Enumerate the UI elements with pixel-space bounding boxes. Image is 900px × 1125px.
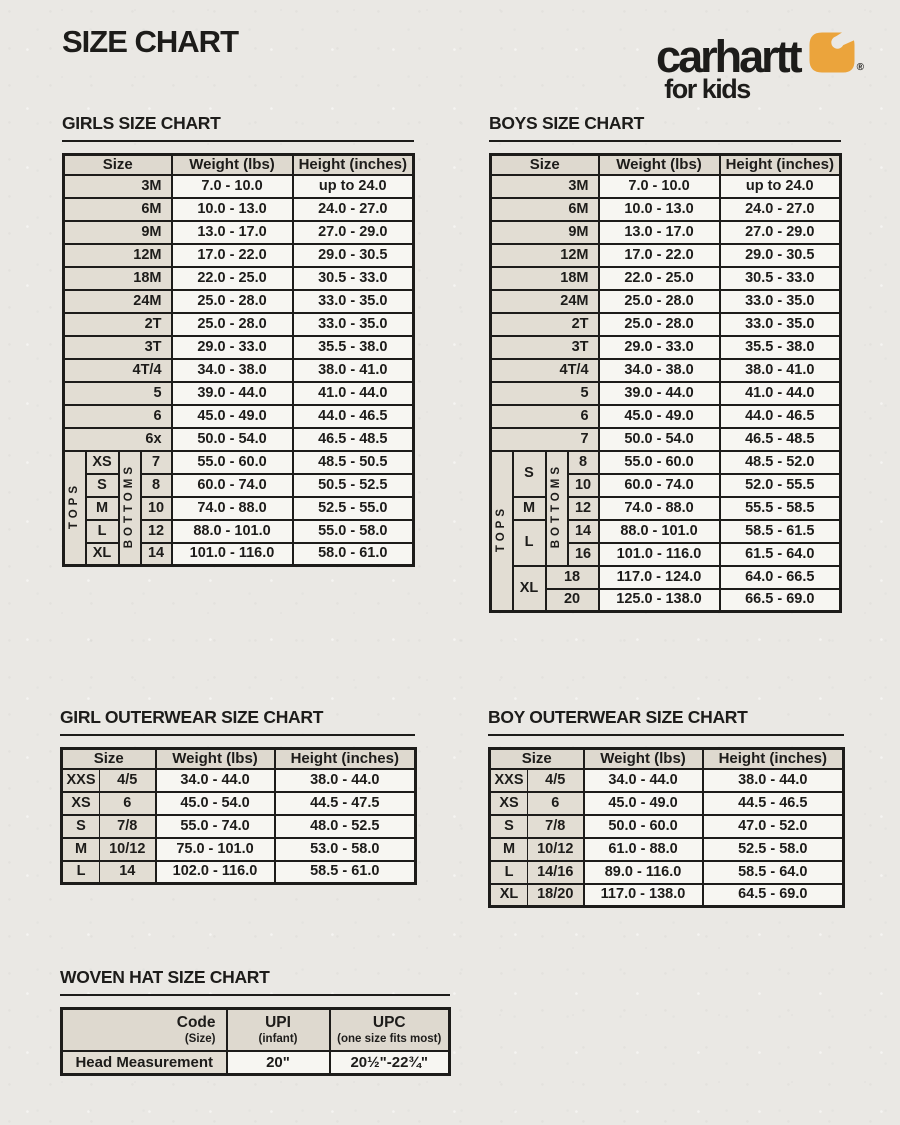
weight-cell: 29.0 - 33.0	[599, 336, 720, 359]
size-cell: 12M	[64, 244, 172, 267]
hat-column-header	[330, 1009, 450, 1051]
number-size-cell: 14	[100, 861, 156, 884]
table-row	[62, 815, 416, 838]
letter-size-cell: XL	[86, 543, 119, 566]
table-row	[64, 474, 414, 497]
weight-cell: 45.0 - 49.0	[599, 405, 720, 428]
size-column-header: Size	[64, 155, 172, 175]
number-size-cell: 10/12	[528, 838, 584, 861]
weight-cell: 102.0 - 116.0	[156, 861, 275, 884]
weight-cell: 10.0 - 13.0	[599, 198, 720, 221]
size-cell: 12M	[491, 244, 599, 267]
size-column-header: Size	[62, 749, 156, 769]
height-cell: 27.0 - 29.0	[293, 221, 414, 244]
size-cell: 18M	[491, 267, 599, 290]
height-cell: 50.5 - 52.5	[293, 474, 414, 497]
table-row	[62, 769, 416, 792]
letter-size-cell: L	[513, 520, 546, 566]
size-cell: 9M	[491, 221, 599, 244]
table-row	[64, 543, 414, 566]
bottoms-label	[119, 451, 141, 566]
carhartt-logo	[608, 32, 864, 103]
size-cell: 6	[491, 405, 599, 428]
letter-size-cell: S	[513, 451, 546, 497]
boy-outerwear-table	[488, 747, 845, 908]
table-row	[490, 792, 844, 815]
size-cell: 7	[491, 428, 599, 451]
number-size-cell: 20	[546, 589, 599, 612]
table-row	[491, 290, 841, 313]
weight-cell: 60.0 - 74.0	[599, 474, 720, 497]
table-row	[64, 198, 414, 221]
size-column-header: Size	[490, 749, 584, 769]
letter-size-cell: S	[490, 815, 528, 838]
boy-outerwear-title: BOY OUTERWEAR SIZE CHART	[488, 708, 844, 736]
number-size-cell: 12	[141, 520, 172, 543]
number-size-cell: 14	[141, 543, 172, 566]
head-measurement-label: Head Measurement	[62, 1051, 227, 1075]
carhartt-logo-row	[608, 30, 864, 82]
hat-header-subtitle: (one size fits most)	[337, 1033, 442, 1046]
weight-cell: 17.0 - 22.0	[599, 244, 720, 267]
woven-hat-title: WOVEN HAT SIZE CHART	[60, 968, 450, 996]
weight-cell: 25.0 - 28.0	[172, 313, 293, 336]
table-row	[491, 497, 841, 520]
height-cell: 44.5 - 47.5	[275, 792, 416, 815]
height-cell: 58.5 - 61.0	[275, 861, 416, 884]
height-cell: 29.0 - 30.5	[720, 244, 841, 267]
height-column-header: Height (inches)	[293, 155, 414, 175]
boys-size-chart-section	[489, 114, 841, 613]
bottoms-label-text: BOTTOMS	[122, 463, 135, 549]
table-row	[64, 520, 414, 543]
table-row	[491, 198, 841, 221]
weight-column-header: Weight (lbs)	[156, 749, 275, 769]
table-row	[491, 313, 841, 336]
weight-cell: 60.0 - 74.0	[172, 474, 293, 497]
table-row	[491, 244, 841, 267]
size-cell: 3M	[491, 175, 599, 198]
height-cell: 30.5 - 33.0	[293, 267, 414, 290]
size-cell: 6M	[491, 198, 599, 221]
header-row	[64, 155, 414, 175]
table-row	[64, 359, 414, 382]
weight-cell: 117.0 - 124.0	[599, 566, 720, 589]
girls-size-chart-section	[62, 114, 414, 567]
table-row	[491, 382, 841, 405]
table-row	[64, 175, 414, 198]
girls-chart-title: GIRLS SIZE CHART	[62, 114, 414, 142]
table-row	[491, 336, 841, 359]
height-cell: 33.0 - 35.0	[720, 313, 841, 336]
table-row	[491, 405, 841, 428]
weight-cell: 10.0 - 13.0	[172, 198, 293, 221]
height-cell: 58.5 - 64.0	[703, 861, 844, 884]
weight-cell: 17.0 - 22.0	[172, 244, 293, 267]
number-size-cell: 8	[141, 474, 172, 497]
letter-size-cell: M	[513, 497, 546, 520]
hat-header-title: Code	[176, 1013, 216, 1031]
size-cell: 3T	[491, 336, 599, 359]
height-cell: 48.5 - 52.0	[720, 451, 841, 474]
height-cell: 55.0 - 58.0	[293, 520, 414, 543]
tops-label-text: TOPS	[495, 505, 507, 553]
weight-cell: 34.0 - 38.0	[172, 359, 293, 382]
height-cell: 41.0 - 44.0	[293, 382, 414, 405]
table-row	[491, 520, 841, 543]
weight-cell: 50.0 - 60.0	[584, 815, 703, 838]
weight-cell: 34.0 - 38.0	[599, 359, 720, 382]
table-row	[64, 428, 414, 451]
number-size-cell: 8	[568, 451, 599, 474]
weight-cell: 55.0 - 74.0	[156, 815, 275, 838]
weight-column-header: Weight (lbs)	[172, 155, 293, 175]
weight-cell: 25.0 - 28.0	[599, 313, 720, 336]
height-cell: 38.0 - 41.0	[720, 359, 841, 382]
number-size-cell: 7	[141, 451, 172, 474]
size-cell: 4T/4	[64, 359, 172, 382]
letter-size-cell: XL	[490, 884, 528, 907]
height-cell: 64.5 - 69.0	[703, 884, 844, 907]
hat-header-title: UPI	[265, 1013, 291, 1031]
table-row	[491, 566, 841, 589]
height-cell: 64.0 - 66.5	[720, 566, 841, 589]
height-cell: 53.0 - 58.0	[275, 838, 416, 861]
girl-outerwear-section	[60, 708, 415, 885]
header-row	[490, 749, 844, 769]
table-row	[491, 428, 841, 451]
weight-cell: 22.0 - 25.0	[172, 267, 293, 290]
table-row	[64, 267, 414, 290]
girl-outerwear-table	[60, 747, 417, 885]
height-cell: 35.5 - 38.0	[720, 336, 841, 359]
bottoms-label-text: BOTTOMS	[549, 463, 562, 549]
boys-size-table	[489, 153, 842, 613]
table-row	[62, 861, 416, 884]
tops-label-text: TOPS	[68, 482, 80, 530]
size-cell: 2T	[491, 313, 599, 336]
size-cell: 6M	[64, 198, 172, 221]
letter-size-cell: L	[62, 861, 100, 884]
height-cell: 24.0 - 27.0	[720, 198, 841, 221]
table-row	[490, 861, 844, 884]
table-row	[64, 336, 414, 359]
size-cell: 3T	[64, 336, 172, 359]
weight-cell: 125.0 - 138.0	[599, 589, 720, 612]
hat-header-subtitle: (Size)	[184, 1033, 216, 1046]
weight-cell: 13.0 - 17.0	[172, 221, 293, 244]
table-row	[491, 359, 841, 382]
size-cell: 24M	[64, 290, 172, 313]
weight-cell: 74.0 - 88.0	[172, 497, 293, 520]
letter-size-cell: XS	[490, 792, 528, 815]
table-row	[64, 405, 414, 428]
hat-header-subtitle: (infant)	[258, 1033, 298, 1046]
weight-cell: 75.0 - 101.0	[156, 838, 275, 861]
height-cell: 41.0 - 44.0	[720, 382, 841, 405]
table-row	[490, 838, 844, 861]
height-cell: 48.0 - 52.5	[275, 815, 416, 838]
height-cell: 58.5 - 61.5	[720, 520, 841, 543]
carhartt-wordmark: carhartt	[656, 30, 800, 82]
table-row	[490, 884, 844, 907]
weight-cell: 7.0 - 10.0	[599, 175, 720, 198]
height-column-header: Height (inches)	[703, 749, 844, 769]
weight-cell: 34.0 - 44.0	[156, 769, 275, 792]
height-cell: 35.5 - 38.0	[293, 336, 414, 359]
letter-size-cell: L	[490, 861, 528, 884]
weight-cell: 13.0 - 17.0	[599, 221, 720, 244]
letter-size-cell: S	[62, 815, 100, 838]
letter-size-cell: XXS	[490, 769, 528, 792]
number-size-cell: 7/8	[528, 815, 584, 838]
number-size-cell: 18/20	[528, 884, 584, 907]
size-cell: 6x	[64, 428, 172, 451]
height-cell: 29.0 - 30.5	[293, 244, 414, 267]
letter-size-cell: XL	[513, 566, 546, 612]
table-row	[64, 221, 414, 244]
size-cell: 3M	[64, 175, 172, 198]
weight-cell: 29.0 - 33.0	[172, 336, 293, 359]
boy-outerwear-section	[488, 708, 844, 908]
upc-value-cell: 20½"-22¾"	[330, 1051, 450, 1075]
table-row	[62, 792, 416, 815]
number-size-cell: 12	[568, 497, 599, 520]
height-cell: 38.0 - 44.0	[275, 769, 416, 792]
weight-cell: 45.0 - 49.0	[172, 405, 293, 428]
tops-label	[64, 451, 86, 566]
table-row	[64, 313, 414, 336]
weight-column-header: Weight (lbs)	[599, 155, 720, 175]
hat-header-title: UPC	[372, 1013, 406, 1031]
height-cell: 55.5 - 58.5	[720, 497, 841, 520]
height-cell: 66.5 - 69.0	[720, 589, 841, 612]
weight-cell: 61.0 - 88.0	[584, 838, 703, 861]
weight-cell: 101.0 - 116.0	[172, 543, 293, 566]
height-cell: 44.0 - 46.5	[720, 405, 841, 428]
hat-column-header	[227, 1009, 330, 1051]
number-size-cell: 10/12	[100, 838, 156, 861]
height-cell: up to 24.0	[720, 175, 841, 198]
height-cell: 27.0 - 29.0	[720, 221, 841, 244]
bottoms-label	[546, 451, 568, 566]
table-row	[64, 382, 414, 405]
height-cell: 61.5 - 64.0	[720, 543, 841, 566]
weight-cell: 25.0 - 28.0	[172, 290, 293, 313]
tops-label	[491, 451, 513, 612]
carhartt-c-icon	[809, 32, 855, 73]
girls-size-table	[62, 153, 415, 567]
header-row	[62, 1009, 450, 1051]
height-cell: 46.5 - 48.5	[720, 428, 841, 451]
height-cell: 38.0 - 41.0	[293, 359, 414, 382]
height-cell: up to 24.0	[293, 175, 414, 198]
table-row	[62, 1051, 450, 1075]
number-size-cell: 4/5	[100, 769, 156, 792]
height-cell: 24.0 - 27.0	[293, 198, 414, 221]
height-cell: 44.5 - 46.5	[703, 792, 844, 815]
table-row	[64, 244, 414, 267]
weight-cell: 88.0 - 101.0	[172, 520, 293, 543]
height-cell: 30.5 - 33.0	[720, 267, 841, 290]
weight-cell: 88.0 - 101.0	[599, 520, 720, 543]
woven-hat-section	[60, 968, 450, 1076]
height-cell: 58.0 - 61.0	[293, 543, 414, 566]
number-size-cell: 10	[141, 497, 172, 520]
weight-cell: 55.0 - 60.0	[172, 451, 293, 474]
table-row	[64, 290, 414, 313]
weight-cell: 74.0 - 88.0	[599, 497, 720, 520]
hat-column-header	[62, 1009, 227, 1051]
weight-cell: 39.0 - 44.0	[599, 382, 720, 405]
header-row	[491, 155, 841, 175]
weight-cell: 7.0 - 10.0	[172, 175, 293, 198]
height-cell: 33.0 - 35.0	[293, 313, 414, 336]
weight-cell: 101.0 - 116.0	[599, 543, 720, 566]
weight-cell: 25.0 - 28.0	[599, 290, 720, 313]
size-cell: 24M	[491, 290, 599, 313]
table-row	[491, 221, 841, 244]
height-cell: 44.0 - 46.5	[293, 405, 414, 428]
table-row	[64, 497, 414, 520]
header-row	[62, 749, 416, 769]
weight-cell: 89.0 - 116.0	[584, 861, 703, 884]
size-cell: 5	[491, 382, 599, 405]
number-size-cell: 6	[528, 792, 584, 815]
registered-trademark-icon: ®	[856, 62, 864, 73]
letter-size-cell: XS	[62, 792, 100, 815]
weight-cell: 34.0 - 44.0	[584, 769, 703, 792]
letter-size-cell: XXS	[62, 769, 100, 792]
girl-outerwear-title: GIRL OUTERWEAR SIZE CHART	[60, 708, 415, 736]
table-row	[491, 175, 841, 198]
height-cell: 52.5 - 55.0	[293, 497, 414, 520]
height-cell: 48.5 - 50.5	[293, 451, 414, 474]
number-size-cell: 16	[568, 543, 599, 566]
weight-column-header: Weight (lbs)	[584, 749, 703, 769]
table-row	[491, 267, 841, 290]
woven-hat-table	[60, 1007, 451, 1076]
weight-cell: 50.0 - 54.0	[172, 428, 293, 451]
upi-value-cell: 20"	[227, 1051, 330, 1075]
letter-size-cell: S	[86, 474, 119, 497]
number-size-cell: 4/5	[528, 769, 584, 792]
weight-cell: 45.0 - 49.0	[584, 792, 703, 815]
size-cell: 18M	[64, 267, 172, 290]
size-column-header: Size	[491, 155, 599, 175]
weight-cell: 45.0 - 54.0	[156, 792, 275, 815]
size-cell: 4T/4	[491, 359, 599, 382]
weight-cell: 55.0 - 60.0	[599, 451, 720, 474]
weight-cell: 117.0 - 138.0	[584, 884, 703, 907]
height-cell: 47.0 - 52.0	[703, 815, 844, 838]
height-cell: 52.0 - 55.5	[720, 474, 841, 497]
table-row	[490, 815, 844, 838]
number-size-cell: 6	[100, 792, 156, 815]
letter-size-cell: M	[86, 497, 119, 520]
table-row	[64, 451, 414, 474]
number-size-cell: 18	[546, 566, 599, 589]
number-size-cell: 14	[568, 520, 599, 543]
weight-cell: 39.0 - 44.0	[172, 382, 293, 405]
letter-size-cell: L	[86, 520, 119, 543]
height-cell: 33.0 - 35.0	[293, 290, 414, 313]
height-cell: 52.5 - 58.0	[703, 838, 844, 861]
height-cell: 46.5 - 48.5	[293, 428, 414, 451]
height-column-header: Height (inches)	[720, 155, 841, 175]
size-cell: 9M	[64, 221, 172, 244]
page-title: SIZE CHART	[62, 24, 238, 59]
table-row	[62, 838, 416, 861]
number-size-cell: 7/8	[100, 815, 156, 838]
size-cell: 5	[64, 382, 172, 405]
size-cell: 6	[64, 405, 172, 428]
weight-cell: 22.0 - 25.0	[599, 267, 720, 290]
height-cell: 38.0 - 44.0	[703, 769, 844, 792]
letter-size-cell: M	[490, 838, 528, 861]
letter-size-cell: M	[62, 838, 100, 861]
number-size-cell: 10	[568, 474, 599, 497]
size-cell: 2T	[64, 313, 172, 336]
for-kids-tagline: for kids	[664, 74, 750, 104]
letter-size-cell: XS	[86, 451, 119, 474]
table-row	[491, 451, 841, 474]
number-size-cell: 14/16	[528, 861, 584, 884]
height-cell: 33.0 - 35.0	[720, 290, 841, 313]
weight-cell: 50.0 - 54.0	[599, 428, 720, 451]
table-row	[490, 769, 844, 792]
height-column-header: Height (inches)	[275, 749, 416, 769]
boys-chart-title: BOYS SIZE CHART	[489, 114, 841, 142]
